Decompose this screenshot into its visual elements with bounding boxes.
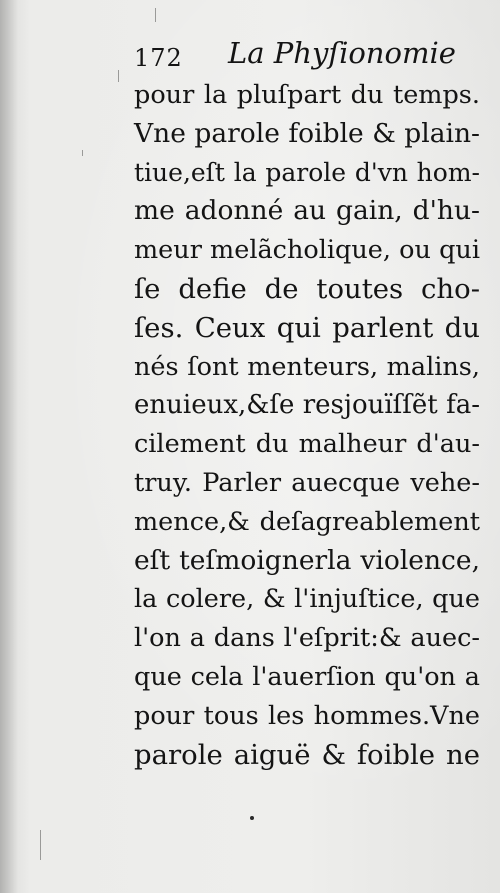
text-line: mence,& deſagreablement <box>134 506 480 537</box>
text-line: que cela l'auerſion qu'on a <box>134 661 480 692</box>
text-line: parole aiguë & foible ne <box>134 738 480 771</box>
text-line: l'on a dans l'eſprit:& auec- <box>134 623 480 654</box>
ink-dot <box>250 816 254 820</box>
text-line: ſes. Ceux qui parlent du <box>134 311 480 344</box>
text-line: truy. Parler auecque vehe- <box>134 467 480 498</box>
text-line: Vne parole foible & plain- <box>134 117 480 149</box>
text-line: tiue,eſt la parole d'vn hom- <box>134 157 480 187</box>
text-line: me adonné au gain, d'hu- <box>134 195 480 227</box>
text-line: nés ſont menteurs, malins, <box>134 351 480 382</box>
running-title: La Phyſionomie <box>228 36 456 70</box>
paper-speck <box>118 70 119 82</box>
paper-speck <box>155 8 156 22</box>
text-line: la colere, & l'injuſtice, que <box>134 584 480 615</box>
text-line: pour tous les hommes.Vne <box>134 700 480 731</box>
paper-speck <box>82 150 83 156</box>
page-number: 172 <box>134 44 183 72</box>
text-line: meur melãcholique, ou qui <box>134 235 480 266</box>
text-line: ſe defie de toutes cho- <box>134 272 480 305</box>
page-gutter-shadow <box>0 0 18 893</box>
body-text <box>134 76 480 774</box>
paper-speck <box>40 830 41 860</box>
page-header <box>134 36 474 76</box>
text-line: pour la pluſpart du temps. <box>134 80 480 110</box>
text-line: eſt teſmoignerla violence, <box>134 544 480 576</box>
text-line: enuieux,&ſe resjouïſſẽt fa- <box>134 390 480 421</box>
text-line: cilement du malheur d'au- <box>134 429 480 460</box>
